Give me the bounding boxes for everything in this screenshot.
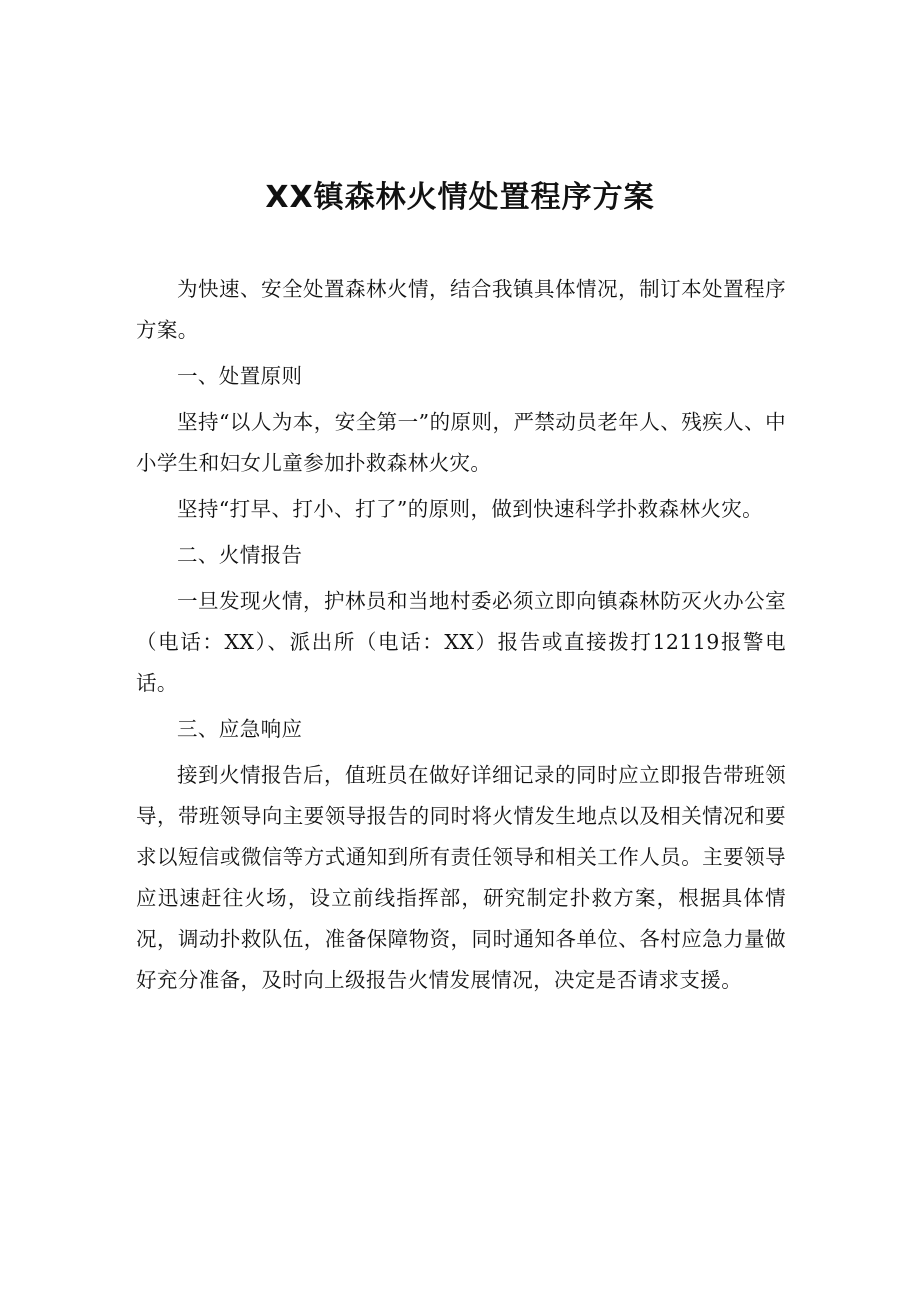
principles-paragraph-2: 坚持“打早、打小、打了”的原则，做到快速科学扑救森林火灾。: [177, 497, 764, 521]
section-heading-emergency-response: 三、应急响应: [177, 717, 303, 741]
document-title: XX镇森林火情处置程序方案: [265, 180, 655, 215]
fire-report-paragraph: 一旦发现火情，护林员和当地村委必须立即向镇森林防灭火办公室（电话：XX）、派出所（电话：XX）报告或直接拨打12119报警电话。: [136, 589, 786, 695]
section-heading-fire-report: 二、火情报告: [177, 543, 303, 567]
emergency-response-paragraph: 接到火情报告后，值班员在做好详细记录的同时应立即报告带班领导，带班领导向主要领导报告的同时将火情发生地点以及相关情况和要求以短信或微信等方式通知到所有责任领导和相关工作人员。主要领导应迅速赶往火场，设立前线指挥部，研究制定扑救方案，根据具体情况，调动扑救队伍，准备保障物资，同时通知各单位、各村应急力量做好充分准备，及时向上级报告火情发展情况，决定是否请求支援。: [136, 763, 786, 992]
principles-paragraph-1: 坚持“以人为本，安全第一”的原则，严禁动员老年人、残疾人、中小学生和妇女儿童参加扑救森林火灾。: [136, 410, 786, 475]
section-heading-principles: 一、处置原则: [177, 364, 303, 388]
intro-paragraph: 为快速、安全处置森林火情，结合我镇具体情况，制订本处置程序方案。: [136, 277, 786, 342]
document-body: [136, 269, 786, 1001]
